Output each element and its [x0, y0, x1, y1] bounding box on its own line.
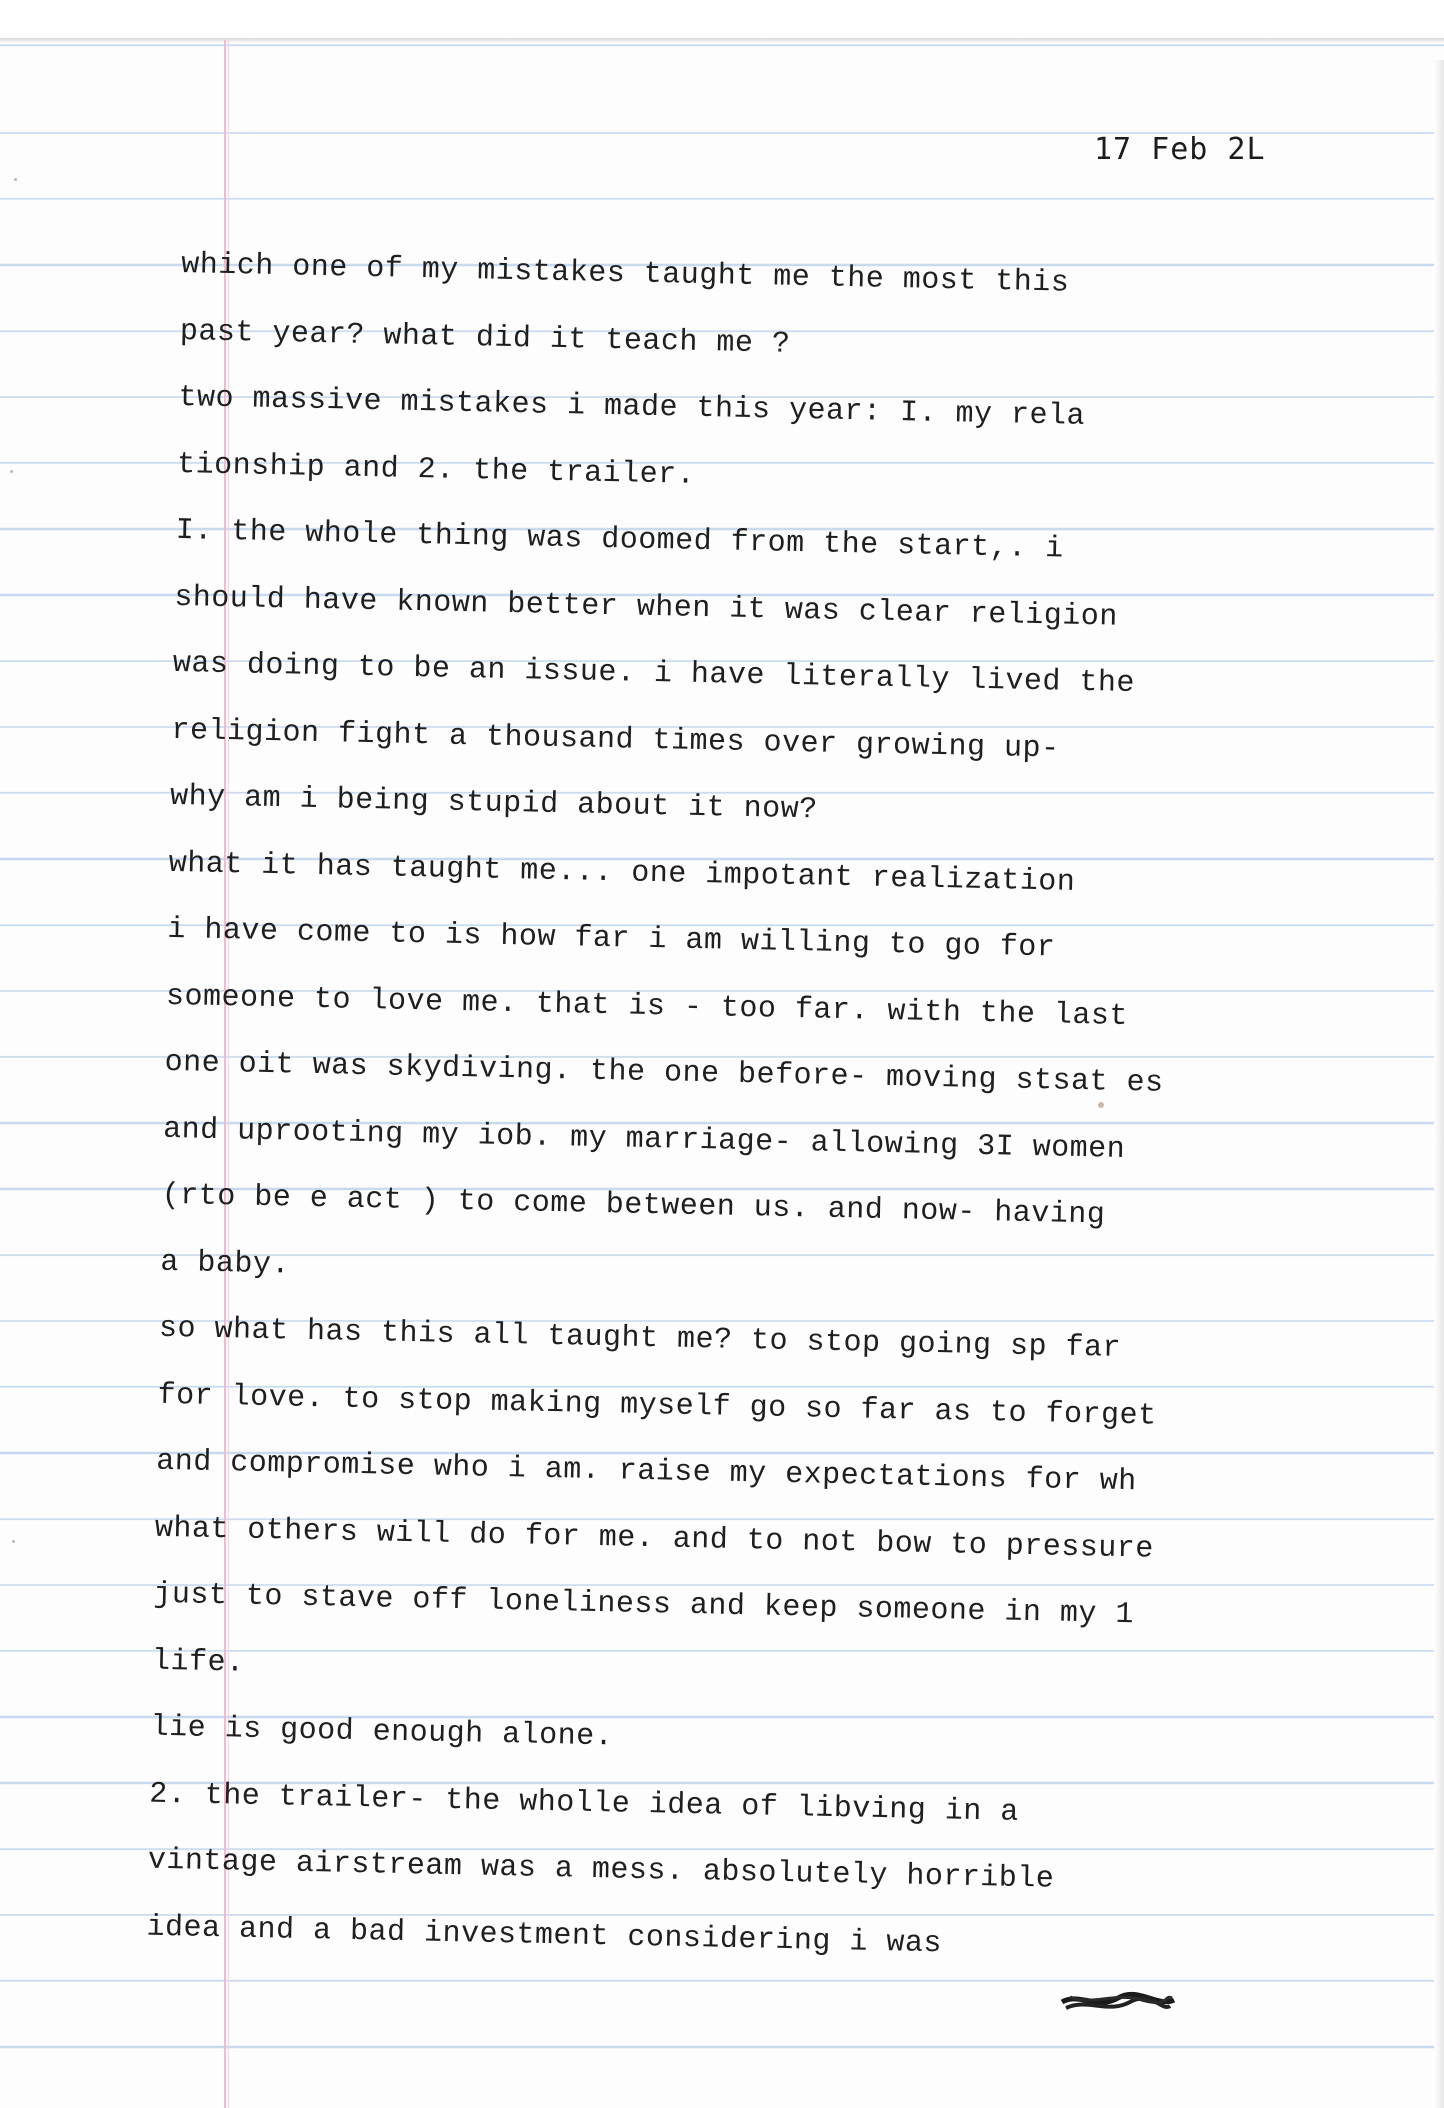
text-line: (rto be e act ) to come between us. and now- having: [161, 1178, 1106, 1233]
paper-speck: [1098, 1102, 1104, 1108]
text-line: so what has this all taught me? to stop going sp far: [158, 1311, 1122, 1366]
strikeout-scribble: [1058, 1988, 1178, 2018]
text-line: why am i being stupid about it now?: [169, 779, 818, 828]
text-line: I. the whole thing was doomed from the start,. i: [175, 513, 1065, 567]
paper-speck: [10, 470, 13, 473]
text-line: what others will do for me. and to not bow to pressure: [154, 1511, 1155, 1567]
text-line: i have come to is how far i am willing to go for: [167, 912, 1056, 966]
text-line: past year? what did it teach me ?: [179, 314, 791, 362]
text-line: which one of my mistakes taught me the most this: [180, 247, 1070, 301]
paper-speck: [14, 178, 17, 181]
text-line: vintage airstream was a mess. absolutely horrible: [147, 1843, 1055, 1897]
text-line: 2. the trailer- the wholle idea of libving in a: [148, 1777, 1020, 1830]
text-line: for love. to stop making myself go so far as to forget: [157, 1378, 1157, 1434]
text-line: a baby.: [160, 1245, 291, 1282]
text-line: just to stave off loneliness and keep someone in my 1: [153, 1577, 1135, 1633]
page-top-edge: [0, 38, 1444, 42]
page-right-edge: [1434, 60, 1444, 2108]
text-line: and compromise who i am. raise my expectations for wh: [155, 1444, 1138, 1500]
text-line: what it has taught me... one impotant realization: [168, 846, 1076, 900]
text-line: tionship and 2. the trailer.: [176, 447, 696, 493]
text-line: and uprooting my iob. my marriage- allowing 3I women: [162, 1112, 1126, 1167]
text-line: was doing to be an issue. i have literally lived the: [172, 646, 1136, 702]
text-line: two massive mistakes i made this year: I. my rela: [178, 380, 1086, 434]
paper-speck: [12, 1540, 15, 1543]
text-line: idea and a bad investment considering i was: [146, 1910, 943, 1961]
typed-entry: [146, 232, 1362, 1985]
text-line: should have known better when it was clear religion: [173, 580, 1119, 635]
text-line: one oit was skydiving. the one before- moving stsat es: [164, 1045, 1164, 1101]
text-line: lie is good enough alone.: [150, 1710, 614, 1755]
entry-date: 17 Feb 2L: [1094, 132, 1266, 167]
text-line: someone to love me. that is - too far. with the last: [165, 979, 1129, 1034]
text-line: life.: [151, 1644, 245, 1681]
text-line: religion fight a thousand times over growing up-: [171, 713, 1060, 766]
